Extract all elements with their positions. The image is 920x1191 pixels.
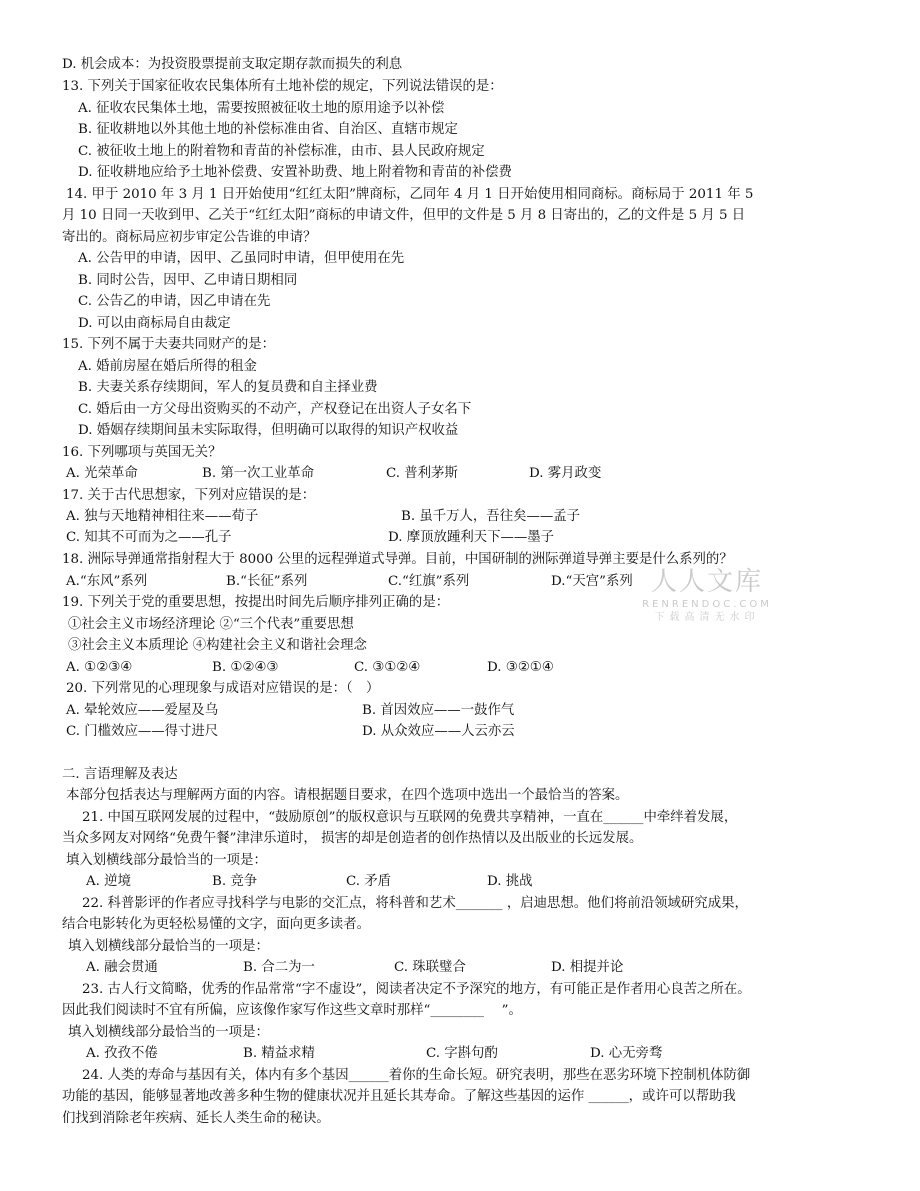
q17-option-a: A. 独与天地精神相往来——荀子 (66, 509, 259, 524)
q16-stem: 16. 下列哪项与英国无关？ (62, 445, 222, 460)
q20-option-a: A. 晕轮效应——爱屋及乌 (66, 703, 219, 718)
q22-options (0, 958, 920, 978)
q12-option-d: D. 机会成本：为投资股票提前支取定期存款而损失的利息 (62, 57, 403, 72)
q19-options (0, 658, 920, 678)
q14-option-d: D. 可以由商标局自由裁定 (78, 316, 231, 331)
q22-option-c: C. 珠联璧合 (394, 960, 466, 975)
q19-option-c: C. ③①②④ (354, 660, 421, 675)
q19-items-line-2: ③社会主义本质理论 ④构建社会主义和谐社会理念 (68, 638, 367, 653)
q20-stem: 20. 下列常见的心理现象与成语对应错误的是：（ ） (66, 681, 380, 696)
q22-stem-line-2: 结合电影转化为更轻松易懂的文字，面向更多读者。 (62, 917, 370, 932)
q21-stem-line-1: 21. 中国互联网发展的过程中，“鼓励原创”的版权意识与互联网的免费共享精神，一直在______中牵绊着发展， (82, 810, 738, 825)
q14-stem-line-3: 寄出的。商标局应初步审定公告谁的申请？ (62, 230, 317, 245)
q13-option-a: A. 征收农民集体土地，需要按照被征收土地的原用途予以补偿 (78, 101, 445, 116)
q20-option-b: B. 首因效应——一鼓作气 (362, 703, 515, 718)
q23-stem-line-1: 23. 古人行文简略，优秀的作品常常“字不虚设”，阅读者决定不予深究的地方，有可能正是作者用心良苦之所在。 (82, 982, 751, 997)
q22-stem-line-1: 22. 科普影评的作者应寻找科学与电影的交汇点，将科普和艺术_______ ，启迪思想。他们将前沿领域研究成果， (82, 896, 748, 911)
q21-option-c: C. 矛盾 (346, 874, 392, 889)
q17-options-row-1 (0, 507, 920, 527)
q22-option-a: A. 融会贯通 (86, 960, 158, 975)
q14-option-a: A. 公告甲的申请，因甲、乙虽同时申请，但甲使用在先 (78, 251, 405, 266)
watermark-logo (632, 566, 782, 625)
q24-stem-line-2: 功能的基因，能够显著地改善多种生物的健康状况并且延长其寿命。了解这些基因的运作 ______，或许可以帮助我 (62, 1089, 736, 1104)
q14-option-b: B. 同时公告，因甲、乙申请日期相同 (78, 273, 298, 288)
q19-stem: 19. 下列关于党的重要思想，按提出时间先后顺序排列正确的是： (62, 595, 450, 610)
watermark-domain: RENRENDOC.COM (642, 599, 772, 610)
q21-prompt: 填入划横线部分最恰当的一项是： (66, 853, 267, 868)
q17-option-d: D. 摩顶放踵利天下——墨子 (388, 530, 555, 545)
section-2-intro: 本部分包括表达与理解两方面的内容。请根据题目要求，在四个选项中选出一个最恰当的答案。 (66, 788, 629, 803)
q14-stem-line-2: 月 10 日同一天收到甲、乙关于“红红太阳”商标的申请文件，但甲的文件是 5 月 8 日寄出的，乙的文件是 5 月 5 日 (62, 208, 746, 223)
watermark-name: 人人文库 (650, 567, 763, 597)
q21-option-a: A. 逆境 (86, 874, 131, 889)
q18-option-a: A.“东风”系列 (66, 574, 148, 589)
q16-option-b: B. 第一次工业革命 (202, 466, 315, 481)
q15-stem: 15. 下列不属于夫妻共同财产的是： (62, 337, 276, 352)
q16-option-c: C. 普利茅斯 (386, 466, 458, 481)
q18-stem: 18. 洲际导弹通常指射程大于 8000 公里的远程弹道式导弹。目前，中国研制的洲际弹道导弹主要是什么系列的？ (62, 552, 733, 567)
q17-options-row-2 (0, 528, 920, 548)
q21-options (0, 872, 920, 892)
q18-option-b: B.“长征”系列 (226, 574, 308, 589)
q15-option-a: A. 婚前房屋在婚后所得的租金 (78, 359, 257, 374)
q21-stem-line-2: 当众多网友对网络“免费午餐”津津乐道时， 损害的却是创造者的创作热情以及出版业的长远发展。 (62, 831, 643, 846)
q23-option-b: B. 精益求精 (243, 1046, 315, 1061)
q20-option-d: D. 从众效应——人云亦云 (362, 724, 515, 739)
q17-option-c: C. 知其不可而为之——孔子 (66, 530, 232, 545)
q23-prompt: 填入划横线部分最恰当的一项是： (68, 1025, 269, 1040)
q19-option-d: D. ③②①④ (487, 660, 554, 675)
q20-option-c: C. 门槛效应——得寸进尺 (66, 724, 219, 739)
q17-option-b: B. 虽千万人，吾往矣——孟子 (401, 509, 581, 524)
q18-option-c: C.“红旗”系列 (388, 574, 470, 589)
q15-option-c: C. 婚后由一方父母出资购买的不动产，产权登记在出资人子女名下 (78, 402, 472, 417)
q24-stem-line-3: 们找到消除老年疾病、延长人类生命的秘诀。 (62, 1111, 330, 1126)
q16-options (0, 464, 920, 484)
q15-option-b: B. 夫妻关系存续期间，军人的复员费和自主择业费 (78, 380, 378, 395)
q21-option-b: B. 竞争 (212, 874, 258, 889)
q18-options (0, 572, 920, 592)
q22-option-b: B. 合二为一 (243, 960, 315, 975)
q20-options-row-1 (0, 701, 920, 721)
q23-option-a: A. 孜孜不倦 (86, 1046, 158, 1061)
q23-option-c: C. 字斟句酌 (426, 1046, 498, 1061)
q22-prompt: 填入划横线部分最恰当的一项是： (68, 939, 269, 954)
q21-option-d: D. 挑战 (487, 874, 533, 889)
q20-options-row-2 (0, 722, 920, 742)
q19-option-a: A. ①②③④ (66, 660, 133, 675)
q13-option-b: B. 征收耕地以外其他土地的补偿标准由省、自治区、直辖市规定 (78, 122, 458, 137)
q24-stem-line-1: 24. 人类的寿命与基因有关，体内有多个基因______着你的生命长短。研究表明，那些在恶劣环境下控制机体防御 (82, 1068, 751, 1083)
q16-option-a: A. 光荣革命 (66, 466, 138, 481)
q17-stem: 17. 关于古代思想家，下列对应错误的是： (62, 488, 316, 503)
q14-option-c: C. 公告乙的申请，因乙申请在先 (78, 294, 271, 309)
q22-option-d: D. 相提并论 (551, 960, 624, 975)
q16-option-d: D. 雾月政变 (529, 466, 602, 481)
q13-option-d: D. 征收耕地应给予土地补偿费、安置补助费、地上附着物和青苗的补偿费 (78, 165, 512, 180)
q14-stem-line-1: 14. 甲于 2010 年 3 月 1 日开始使用“红红太阳”牌商标，乙同年 4 月 1 日开始使用相同商标。商标局于 2011 年 5 (66, 187, 754, 202)
q13-option-c: C. 被征收土地上的附着物和青苗的补偿标准，由市、县人民政府规定 (78, 144, 485, 159)
q23-stem-line-2: 因此我们阅读时不宜有所偏，应该像作家写作这些文章时那样“________ ”。 (62, 1003, 522, 1018)
q18-option-d: D.“天宫”系列 (551, 574, 633, 589)
watermark-tagline: 下载高清无水印 (654, 612, 760, 623)
q23-options (0, 1044, 920, 1064)
q13-stem: 13. 下列关于国家征收农民集体所有土地补偿的规定，下列说法错误的是： (62, 79, 503, 94)
q19-option-b: B. ①②④③ (212, 660, 279, 675)
q19-items-line-1: ①社会主义市场经济理论 ②“三个代表”重要思想 (68, 617, 354, 632)
section-2-title: 二. 言语理解及表达 (62, 767, 178, 782)
q23-option-d: D. 心无旁骛 (590, 1046, 663, 1061)
q15-option-d: D. 婚姻存续期间虽未实际取得，但明确可以取得的知识产权收益 (78, 423, 459, 438)
